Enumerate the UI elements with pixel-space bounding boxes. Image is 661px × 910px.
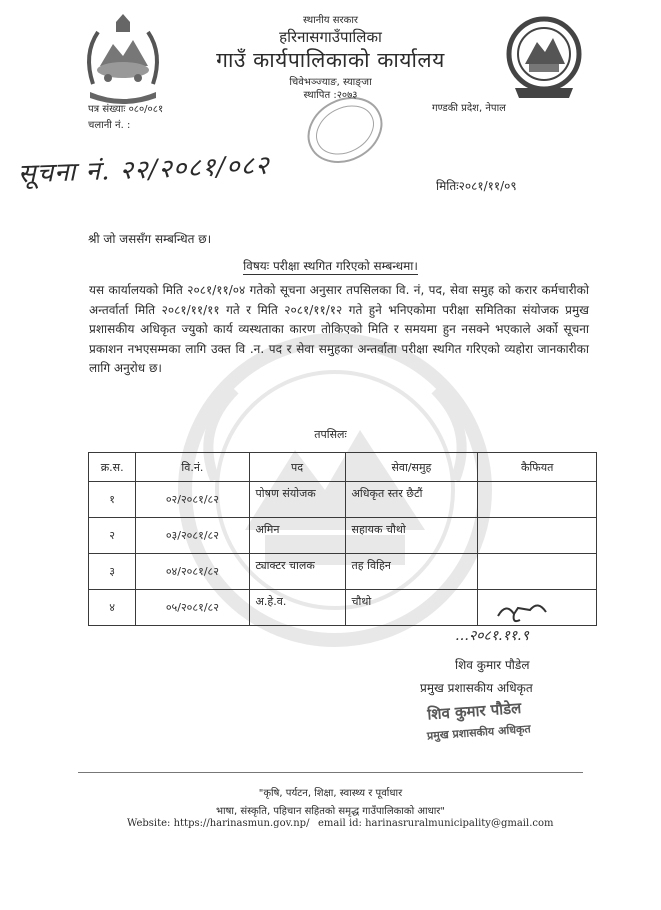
table-header-row	[89, 453, 597, 482]
letter-dispatch-number: चलानी नं. :	[88, 120, 131, 131]
header-municipality-name: हरिनासगाउँपालिका	[279, 28, 382, 46]
footer-email: email id: harinasruralmunicipality@gmail.com	[318, 818, 554, 829]
cell-position: अ.हे.व.	[249, 590, 345, 626]
header-established: स्थापित :२०७३	[303, 90, 358, 101]
cell-position: पोषण संयोजक	[249, 482, 345, 518]
cell-remarks	[478, 554, 597, 590]
notice-number: सूचना नं. २२/२०८१/०८२	[17, 150, 271, 190]
cell-ad-number: ०५/२०८१/८२	[136, 590, 249, 626]
subject-text: विषयः परीक्षा स्थगित गरिएको सम्बन्धमा।	[243, 259, 418, 273]
footer-slogan-line-2: भाषा, संस्कृति, पहिचान सहितको समृद्ध गाउँपालिकाको आधार"	[216, 806, 445, 817]
cell-ad-number: ०३/२०८१/८२	[136, 518, 249, 554]
cell-position: ट्याक्टर चालक	[249, 554, 345, 590]
letter-reference-number: पत्र संख्याः ०८०/०८१	[88, 104, 164, 115]
signatory-stamp-icon	[422, 697, 562, 743]
cell-serial: ४	[89, 590, 136, 626]
header-service-group: सेवा/समुह	[345, 453, 478, 482]
footer-divider	[78, 772, 583, 773]
body-paragraph: यस कार्यालयको मिति २०८१/११/०४ गतेको सूचना अनुसार तपसिलका वि. नं, पद, सेवा समुह को करार कर्मचारीको अन्तर्वार्ता मिति २०८१/११/११ गते र मिति २०८१/११/१२ गते हुने भनिएकोमा परीक्षा समितिका संयोजक प्रमुख प्रशासकीय अधिकृत ज्युको कार्य व्यस्थताका कारण तोकिएको मिति र समयमा हुन नसक्ने भएकाले अर्को सूचना प्रकाशन नभएसम्मका लागि उक्त वि .न. पद र सेवा समुहका अन्तर्वाता परीक्षा स्थगित गरिएको व्यहोरा जानकारीका लागि अनुरोध छ।	[89, 283, 589, 375]
office-stamp-icon	[300, 80, 390, 180]
table-row	[89, 482, 597, 518]
header-office-title: गाउँ कार्यपालिकाको कार्यालय	[216, 48, 445, 72]
header-gov-level: स्थानीय सरकार	[303, 15, 358, 26]
footer-website: Website: https://harinasmun.gov.np/	[127, 818, 310, 829]
header-remarks: कैफियत	[478, 453, 597, 482]
cell-service-group: तह विहिन	[345, 554, 478, 590]
subject-line	[0, 257, 661, 274]
header-address: चिवेभञ्ज्याङ, स्याङ्जा	[289, 77, 372, 88]
header-ad-number: वि.नं.	[136, 453, 249, 482]
signature-date: …२०८१.११.९	[455, 628, 529, 644]
cell-service-group: अधिकृत स्तर छैटौं	[345, 482, 478, 518]
header-province: गण्डकी प्रदेश, नेपाल	[432, 103, 506, 114]
table-row	[89, 518, 597, 554]
letter-date: मितिः२०८१/११/०९	[436, 179, 517, 193]
addressee: श्री जो जससँग सम्बन्धित छ।	[88, 232, 212, 246]
cell-serial: ३	[89, 554, 136, 590]
table-row	[89, 554, 597, 590]
header-position: पद	[249, 453, 345, 482]
header-serial: क्र.स.	[89, 453, 136, 482]
table-title: तपसिलः	[314, 428, 347, 441]
cell-service-group: सहायक चौथो	[345, 518, 478, 554]
cell-ad-number: ०२/२०८१/८२	[136, 482, 249, 518]
signatory-name: शिव कुमार पौडेल	[455, 658, 530, 672]
cell-ad-number: ०४/२०८१/८२	[136, 554, 249, 590]
stamp-name-text: शिव कुमार पौडेल	[426, 698, 522, 724]
cell-serial: १	[89, 482, 136, 518]
cell-position: अमिन	[249, 518, 345, 554]
cell-serial: २	[89, 518, 136, 554]
footer-slogan-line-1: "कृषि, पर्यटन, शिक्षा, स्वास्थ्य र पूर्वाधार	[258, 788, 403, 799]
stamp-title-text: प्रमुख प्रशासकीय अधिकृत	[426, 722, 532, 743]
cell-service-group: चौथो	[345, 590, 478, 626]
cell-remarks	[478, 482, 597, 518]
cell-remarks	[478, 518, 597, 554]
signatory-title: प्रमुख प्रशासकीय अधिकृत	[420, 681, 533, 695]
